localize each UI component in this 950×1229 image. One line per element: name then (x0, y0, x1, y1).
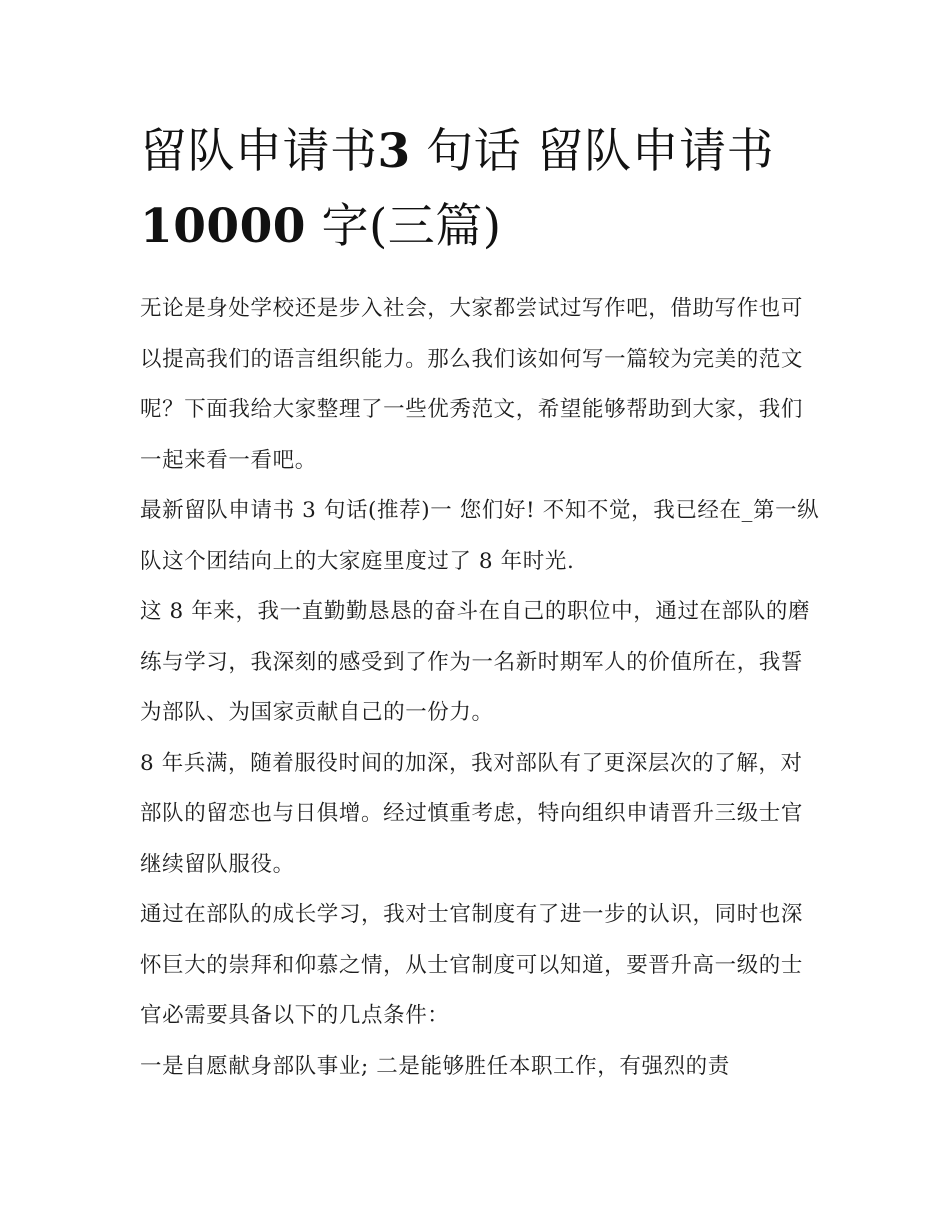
title-number-3: 3 (377, 124, 411, 179)
document-title (140, 114, 820, 264)
title-text-e: 字(三篇) (306, 199, 502, 254)
paragraph-conditions: 一是自愿献身部队事业; 二是能够胜任本职工作，有强烈的责 (140, 1053, 730, 1079)
document-body (140, 284, 820, 1092)
paragraph-intro: 无论是身处学校还是步入社会，大家都尝试过写作吧，借助写作也可以提高我们的语言组织能力。那么我们该如何写一篇较为完美的范文呢？下面我给大家整理了一些优秀范文，希望能够帮助到大家，我们一起来看一看吧。 (140, 296, 804, 473)
title-number-10000: 10000 (140, 199, 307, 254)
paragraph-service-end: 8 年兵满，随着服役时间的加深，我对部队有了更深层次的了解，对部队的留恋也与日俱增。经过慎重考虑，特向组织申请晋升三级士官继续留队服役。 (140, 750, 804, 877)
paragraph-greeting: 最新留队申请书 3 句话(推荐)一 您们好! 不知不觉，我已经在_第一纵队这个团结向上的大家庭里度过了 8 年时光. (140, 498, 820, 574)
paragraph-eight-years: 这 8 年来，我一直勤勤恳恳的奋斗在自己的职位中，通过在部队的磨练与学习，我深刻的感受到了作为一名新时期军人的价值所在，我誓为部队、为国家贡献自己的一份力。 (140, 599, 811, 725)
title-text-c: 句话 留队申请书 (410, 124, 775, 179)
title-text-a: 留队申请书 (140, 124, 378, 179)
paragraph-nco-system: 通过在部队的成长学习，我对士官制度有了进一步的认识，同时也深怀巨大的崇拜和仰慕之情，从士官制度可以知道，要晋升高一级的士官必需要具备以下的几点条件： (140, 902, 804, 1028)
